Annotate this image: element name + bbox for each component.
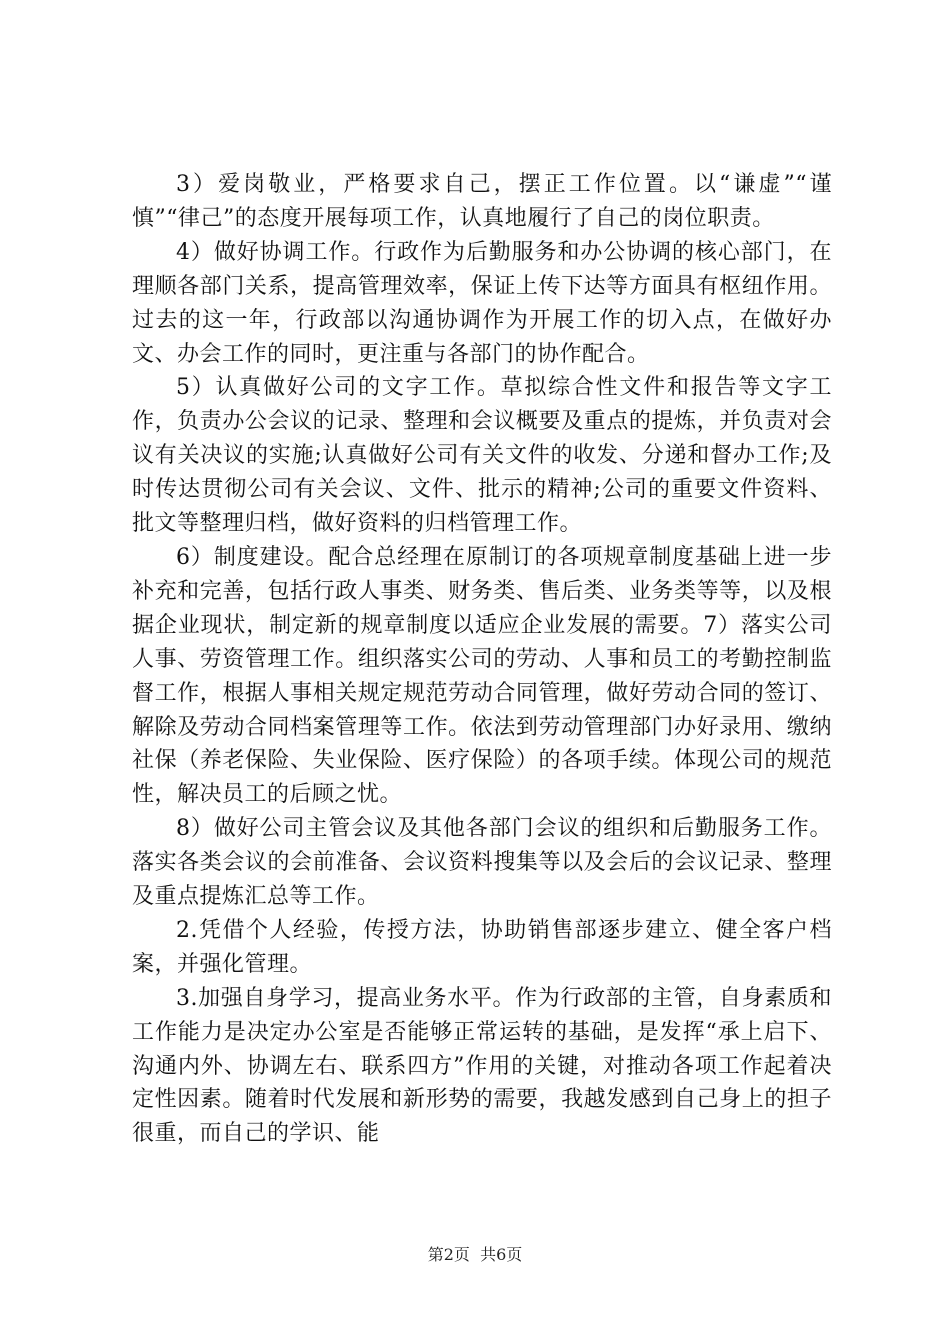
paragraph-2: 4）做好协调工作。行政作为后勤服务和办公协调的核心部门，在理顺各部门关系，提高管理效率，保证上传下达等方面具有枢纽作用。过去的这一年，行政部以沟通协调作为开展工作的切入点，在做好办文、办会工作的同时，更注重与各部门的协作配合。 — [132, 239, 832, 367]
paragraph-6: 2.凭借个人经验，传授方法，协助销售部逐步建立、健全客户档案，并强化管理。 — [132, 917, 832, 977]
paragraph-7: 3.加强自身学习，提高业务水平。作为行政部的主管，自身素质和工作能力是决定办公室是否能够正常运转的基础，是发挥“承上启下、沟通内外、协调左右、联系四方”作用的关键，对推动各项工作起着决定性因素。随着时代发展和新形势的需要，我越发感到自己身上的担子很重，而自己的学识、能 — [132, 985, 832, 1147]
paragraph-5: 8）做好公司主管会议及其他各部门会议的组织和后勤服务工作。落实各类会议的会前准备、会议资料搜集等以及会后的会议记录、整理及重点提炼汇总等工作。 — [132, 816, 832, 910]
paragraph-1: 3）爱岗敬业，严格要求自己，摆正工作位置。以“谦虚”“谨慎”“律己”的态度开展每项工作，认真地履行了自己的岗位职责。 — [132, 172, 832, 231]
page-number-footer: 第2页 共6页 — [427, 1245, 523, 1264]
document-body — [132, 168, 832, 1151]
paragraph-3: 5）认真做好公司的文字工作。草拟综合性文件和报告等文字工作，负责办公会议的记录、整理和会议概要及重点的提炼，并负责对会议有关决议的实施;认真做好公司有关文件的收发、分递和督办工作;及时传达贯彻公司有关会议、文件、批示的精神;公司的重要文件资料、批文等整理归档，做好资料的归档管理工作。 — [132, 375, 832, 537]
paragraph-4: 6）制度建设。配合总经理在原制订的各项规章制度基础上进一步补充和完善，包括行政人事类、财务类、售后类、业务类等等，以及根据企业现状，制定新的规章制度以适应企业发展的需要。7）落实公司人事、劳资管理工作。组织落实公司的劳动、人事和员工的考勤控制监督工作，根据人事相关规定规范劳动合同管理，做好劳动合同的签订、解除及劳动合同档案管理等工作。依法到劳动管理部门办好录用、缴纳社保（养老保险、失业保险、医疗保险）的各项手续。体现公司的规范性，解决员工的后顾之忧。 — [132, 544, 832, 808]
